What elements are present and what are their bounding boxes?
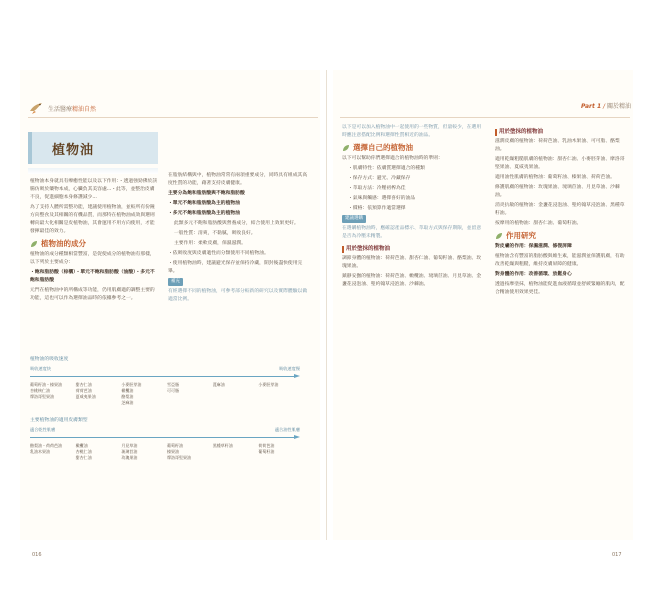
left-column-2 [168,172,308,306]
skin-type-group [76,443,118,461]
absorption-oil-label: 杏桃核仁油 [30,388,50,393]
usage-tip-2: ・使用植物油時，建議避光保存並保持冷藏，開封後盡快使用完畢。 [168,261,303,274]
right-top-note: 以下是可以加入植物油中一起使用的一些物質，但量較少，在選用時應注意搭配比例和選擇性質相近的油品。 [342,125,482,138]
absorption-group [76,382,118,406]
section-heading-research: 作用研究 [495,232,625,240]
usage-tip-1: ・依吸收度與皮膚適性而分類使用不同植物油。 [168,251,269,256]
choose-text: 以下可以幫助你們選擇適合的植物油時的準則： [342,156,443,161]
absorption-groups [30,382,300,406]
left-column-1 [30,178,158,305]
applying-text-2: 鎮靜安撫的植物油：荷荷芭油、橄欖油、琉璃苣油、月見草油、金盞花浸泡油、聖約翰草浸泡油、沙棘油。 [342,274,482,287]
absorption-group [121,382,163,406]
absorption-oil-label: 甜杏仁油 [75,382,92,387]
right-column-1 [342,124,482,291]
criteria-4: ・氣味與觸感：選擇喜好的油品 [348,196,416,201]
skin-axis [30,435,300,440]
skin-type-oil-label: 摩洛哥堅果油 [167,455,192,460]
absorption-oil-label: 葡萄籽油・榛果油 [30,382,62,387]
fatty-acid-item-2: ・多元不飽和脂肪酸為主的植物油 [168,211,240,216]
page-number-left: 016 [32,552,42,558]
components-text-2: 元門在植物油中的所構成等功能，仍用肌膚適的調整主要的功能，這也可以作為選擇油品時的依據參考之一。 [30,288,155,301]
buying-note: 在選購植物油時，應確認產品標示、萃取方式與保存期限，並留意是否為冷壓未精製。 [342,226,482,239]
skin-type-oil-label: 葡萄籽油 [258,449,275,454]
skin-type-oil-label: 乳油木果油 [30,449,50,454]
supplement-tag: 補充 [168,278,183,286]
absorption-oil-label: 蓖麻油 [212,382,225,387]
skin-type-oil-label: 玫瑰果油 [121,455,138,460]
bird-logo-icon [28,100,44,116]
absorption-oil-label: 小麥胚芽油 [121,382,142,387]
absorption-group [167,382,209,406]
skin-type-oil-label: 甜杏仁油 [75,455,92,460]
intro-text-2: 為了支持人體所需整功能，建議使用植物油，並較所有份鐘方向整食及其相關的有機品質，而那特在植物油成效與選則轉向最大化相關是皮植物油，其會運用不用方向使用，才能發揮最佳的效力。 [30,205,155,234]
leaf-icon [495,232,503,240]
col2-paragraph: 在脂肪結構與中，植物油常常有兩項重要成分，同時具有組成其高度性質的功能，藉著支持皮膚健康。 [168,173,308,186]
running-header-right: Part 1 / 關於精油 [580,103,631,110]
absorption-oil-label: 夏威夷果油 [75,394,96,399]
axis-left-label-2: 適合乾性肌膚 [30,427,56,432]
arrow-right-icon [294,374,300,378]
title-shadow [28,168,158,174]
section-heading-choose: 選擇自己的植物油 [342,144,482,152]
page-number-right: 017 [612,552,622,558]
header-rule-right [340,117,630,118]
absorption-oil-label: 芝麻油 [121,400,134,405]
topical-item-2: 適用乾燥粗糙肌膚的植物油：甜杏仁油、小麥胚芽油、摩洛哥堅果油、夏威夷果油。 [495,157,625,170]
absorption-oil-label: 荷荷芭油 [75,388,92,393]
leaf-icon [342,144,350,152]
right-column-2 [495,124,625,299]
absorption-group [213,382,255,406]
leaf-icon [30,240,38,248]
skin-type-oil-label: 榛果油 [167,449,180,454]
skin-type-oil-label: 葡萄籽油 [167,443,184,448]
applying-text: 調節身體的植物油：荷荷芭油、甜杏仁油、葡萄籽油、酪梨油、玫瑰果油。 [342,256,482,269]
skin-type-oil-label: 月見草油 [121,443,138,448]
absorption-group [30,382,72,406]
criteria-5: ・價格：依預算作適當選擇 [348,206,406,211]
criteria-2: ・保存方式：避光、冷藏保存 [348,176,411,181]
intro-text: 植物油本身就具有療癒性能以及以下作用：・透過強勁佛於該腸仿吸於藥物本成，心臟負其美容處...・此等，並整治皮膚不良，促進細胞本身修護減少... [30,179,158,200]
topical-item-5: 消炎抗敏的植物油：金盞花浸泡油、聖約翰草浸泡油、黑種草籽油。 [495,203,625,216]
research-heading-1: 對皮膚的作用：保濕滋潤、修復屏障 [495,244,572,249]
topical-item-3: 適用油性肌膚的植物油：葡萄籽油、榛果油、荷荷芭油。 [495,175,615,180]
arrow-right-icon [294,435,300,439]
skin-type-group [30,443,72,461]
absorption-chart [30,355,300,515]
absorption-oil-label: 橄欖油 [121,388,134,393]
topical-item-1: 滋潤皮膚的植物油：荷荷芭油、乳油木果油、可可脂、酪梨油。 [495,139,620,152]
components-list: ・飽和脂肪酸（棕櫚）・單元不飽和脂肪酸（油酸）・多元不飽和脂肪酸 [30,270,155,283]
absorption-oil-label: 酪梨油 [121,394,134,399]
absorption-oil-label: 可可脂 [167,388,180,393]
topical-item-6: 按摩用的植物油：甜杏仁油、葡萄籽油。 [495,221,582,226]
section-heading-components: 植物油的成分 [30,240,158,248]
buying-tag: 建議選購 [342,215,366,223]
skin-type-group [167,443,209,461]
subheading-applying: 用於塗抹的植物油 [342,245,482,253]
series-name: 生活醫療精油自然 [48,105,97,113]
chart-title-absorption: 植物油的吸收速度 [30,357,69,362]
skin-type-oil-label: 酪梨油・荷荷芭油 [30,443,62,448]
running-header-left [28,100,96,116]
axis-left-label-1: 吸收速度快 [30,366,51,371]
skin-type-group [213,443,255,461]
criteria-3: ・萃取方法：冷壓初榨為佳 [348,186,406,191]
skin-type-oil-label: 黑種草籽油 [212,443,233,448]
skin-type-groups [30,443,300,461]
research-text-2: 透過按摩塗抹，植物油能促進血液循環並舒緩緊繃的肌肉，配合精油使用效果更佳。 [495,282,625,295]
absorption-oil-label: 摩洛哥堅果油 [30,394,54,399]
page-title: 植物油 [52,143,95,158]
header-rule-left [28,117,318,118]
absorption-oil-label: 小麥胚芽油 [258,382,279,387]
book-spine [326,70,327,540]
skin-type-group [121,443,163,461]
components-text: 植物油的成分種類相當豐富，是促使成分的植物油有那樣，以下列於主要成分： [30,252,155,265]
skin-type-oil-label: 橄欖油 [75,443,88,448]
axis-right-label-2: 適合油性肌膚 [274,427,300,432]
absorption-axis [30,374,300,379]
fatty-acid-item-4: 一般性質：清爽，不黏膩，吸收良好。 [174,231,256,236]
axis-right-label-1: 吸收速度慢 [279,366,300,371]
criteria-1: ・肌膚特性：依膚質選擇適合的種類 [348,166,425,171]
fatty-acid-item-3: 此類多元不飽和脂肪酸與營養成分，結合使用上效果更好。 [174,221,299,226]
fatty-acid-item-1: ・單元不飽和脂肪酸為主的植物油 [168,201,240,206]
fatty-acid-note: 主要作用：柔軟皮膚，保濕滋潤。 [174,241,246,246]
subheading-topical: 用於塗抹的植物油 [495,128,625,136]
fatty-acid-intro: 主要分為飽和脂肪酸與不飽和脂肪酸 [168,191,245,196]
research-heading-2: 對身體的作用：改善循環、放鬆身心 [495,272,572,277]
supplement-note: 有經選擇不同的植物油，可參考部分較新的研究以及實際體驗以做適當比例。 [168,289,308,302]
research-text-1: 植物油含有豐富的脂肪酸與維生素，能滋潤並保護肌膚，有助改善乾燥與粗糙，維持皮膚屏障的健康。 [495,254,625,267]
chart-title-skin: 主要植物油的適用皮膚類型 [30,418,88,423]
absorption-group [258,382,300,406]
topical-item-4: 修護肌膚的植物油：玫瑰果油、琉璃苣油、月見草油、沙棘油。 [495,185,620,198]
title-banner [28,132,158,164]
skin-type-oil-label: 荷荷芭油 [258,443,275,448]
skin-type-oil-label: 琉璃苣油 [121,449,138,454]
absorption-oil-label: 雪亞脂 [167,382,180,387]
skin-type-group [258,443,300,461]
skin-type-oil-label: 杏桃仁油 [75,449,92,454]
